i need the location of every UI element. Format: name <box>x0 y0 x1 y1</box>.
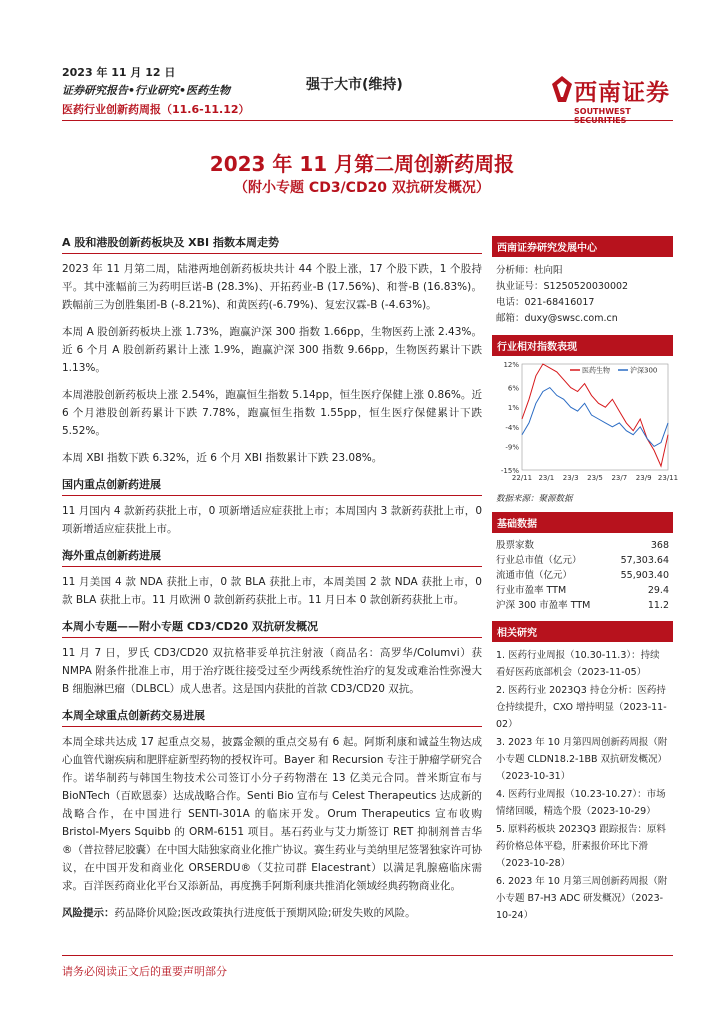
relative-index-chart <box>492 356 679 486</box>
paragraph: 本周港股创新药板块上涨 2.54%，跑赢恒生指数 5.14pp，恒生医疗保健上涨 0.86%。近 6 个月港股创新药累计下跌 7.78%，跑赢恒生指数 1.55pp，恒生医疗保健累计下跌 5.52%。 <box>62 389 482 437</box>
paragraph: 本周 XBI 指数下跌 6.32%，近 6 个月 XBI 指数累计下跌 23.08%。 <box>62 452 383 464</box>
section-deals <box>62 707 482 895</box>
x-tick-label: 23/3 <box>562 474 579 482</box>
chart-source: 数据来源：聚源数据 <box>496 494 573 504</box>
related-item[interactable]: 6. 2023 年 10 月第三周创新药周报（附小专题 B7-H3 ADC 研发概况）（2023-10-24） <box>496 876 668 921</box>
y-tick-label: 12% <box>503 361 519 369</box>
paragraph: 本周 A 股创新药板块上涨 1.73%，跑赢沪深 300 指数 1.66pp，生物医药上涨 2.43%。近 6 个月 A 股创新药累计上涨 1.9%，跑赢沪深 300 指数 9.66pp，生物医药累计下跌 1.13%。 <box>62 326 482 374</box>
report-date: 2023 年 11 月 12 日 <box>62 66 176 79</box>
basic-data-title: 基础数据 <box>492 512 673 533</box>
section-heading: 海外重点创新药进展 <box>62 547 482 567</box>
section-topic <box>62 618 482 698</box>
header-rule <box>62 120 673 121</box>
report-subtitle: （附小专题 CD3/CD20 双抗研发概况） <box>234 180 490 196</box>
basic-row <box>496 598 669 613</box>
basic-value: 368 <box>650 540 669 551</box>
series-line-pharma <box>522 364 668 466</box>
related-item[interactable]: 1. 医药行业周报（10.30-11.3）：持续看好医药底部机会（2023-11-05） <box>496 650 660 678</box>
related-item[interactable]: 2. 医药行业 2023Q3 持仓分析：医药持仓持续提升，CXO 增持明显（2023-11-02） <box>496 685 667 730</box>
footer-rule <box>62 955 673 956</box>
section-heading: 本周小专题——附小专题 CD3/CD20 双抗研发概况 <box>62 618 482 638</box>
rating: 强于大市(维持) <box>306 77 403 93</box>
analyst-info <box>492 257 673 335</box>
y-tick-label: -9% <box>505 443 519 452</box>
basic-key: 股票家数 <box>496 540 535 551</box>
related-item[interactable]: 5. 原料药板块 2023Q3 跟踪报告：原料药价格总体平稳，肝素报价环比下滑（2023-10-28） <box>496 824 666 869</box>
paragraph: 11 月美国 4 款 NDA 获批上市，0 款 BLA 获批上市，本周美国 2 款 NDA 获批上市，0 款 BLA 获批上市。11 月欧洲 0 款创新药获批上市。11 月日本 0 款创新药获批上市。 <box>62 576 482 606</box>
risk-text: 药品降价风险;医改政策执行进度低于预期风险;研发失败的风险。 <box>114 907 416 919</box>
paragraph: 11 月 7 日，罗氏 CD3/CD20 双抗格菲妥单抗注射液（商品名：高罗华/Columvi）获 NMPA 附条件批准上市，用于治疗既往接受过至少两线系统性治疗的复发或难治性弥漫大 B 细胞淋巴瘤（DLBCL）成人患者。这是国内获批的首款 CD3/CD20 双抗。 <box>62 647 482 695</box>
y-tick-label: 6% <box>507 384 519 393</box>
research-center-title: 西南证券研究发展中心 <box>492 236 673 257</box>
x-tick-label: 23/7 <box>611 474 628 482</box>
basic-data-table <box>492 533 673 621</box>
report-title: 2023 年 11 月第二周创新药周报 <box>209 152 515 176</box>
basic-key: 行业总市值（亿元） <box>496 555 582 566</box>
section-heading: 国内重点创新药进展 <box>62 476 482 496</box>
paragraph: 本周全球共达成 17 起重点交易，披露金额的重点交易有 6 起。阿斯利康和诚益生物达成心血管代谢疾病和肥胖症新型药物的授权许可。Bayer 和 Recursion 专注于肿瘤学研究合作。诺华制药与韩国生物技术公司签订小分子药物潜在 13 亿美元合同。普米斯宣布与 BioNTech（百欧恩泰）达成战略合作。Senti Bio 宣布与 Celest Therapeutics 达成新的战略合作，在中国进行 SENTI-301A 的临床开发。Orum Therapeutics 宣布收购 Bristol-Myers Squibb 的 ORM-6151 项目。基石药业与艾力斯签订 RET 抑制剂普吉华®（普拉替尼胶囊）在中国大陆独家商业化推广协议。赛生药业与美纳里尼签署独家许可协议，在中国开发和商业化 ORSERDU®（艾拉司群 Elacestrant）以满足乳腺癌临床需求。百洋医药商业化平台又添新品，再度携手阿斯利康共推消化领域经典药物商业化。 <box>62 736 482 892</box>
related-research-list <box>492 642 673 924</box>
y-tick-label: -15% <box>500 467 519 475</box>
basic-value: 55,903.40 <box>620 570 669 581</box>
legend-label: 沪深300 <box>630 366 658 375</box>
section-heading: A 股和港股创新药板块及 XBI 指数本周走势 <box>62 234 482 254</box>
analyst-name: 分析师：杜向阳 <box>496 265 563 276</box>
section-overseas <box>62 547 482 609</box>
risk-warning <box>62 904 482 922</box>
sidebar <box>492 236 679 925</box>
y-tick-label: -4% <box>505 423 519 432</box>
basic-key: 流通市值（亿元） <box>496 570 573 581</box>
chart-title: 行业相对指数表现 <box>492 335 673 356</box>
analyst-license: 执业证号：S1250520030002 <box>496 281 629 292</box>
basic-value: 29.4 <box>647 585 669 596</box>
logo-en: SOUTHWEST <box>574 107 631 116</box>
x-tick-label: 23/1 <box>538 474 555 482</box>
series-line-csi300 <box>522 388 668 447</box>
y-tick-label: 1% <box>507 404 519 413</box>
section-market <box>62 234 482 467</box>
basic-key: 行业市盈率 TTM <box>496 585 567 596</box>
x-tick-label: 23/9 <box>635 474 652 482</box>
analyst-phone: 电话：021-68416017 <box>496 297 595 308</box>
disclaimer-footer[interactable]: 请务必阅读正文后的重要声明部分 <box>62 965 227 978</box>
basic-row <box>496 538 669 553</box>
report-type: 证券研究报告•行业研究•医药生物 <box>62 84 231 97</box>
paragraph: 11 月国内 4 款新药获批上市，0 项新增适应症获批上市；本周国内 3 款新药获批上市，0 项新增适应症获批上市。 <box>62 505 482 535</box>
section-domestic <box>62 476 482 538</box>
weekly-name: 医药行业创新药周报（11.6-11.12） <box>62 103 250 116</box>
related-research-title: 相关研究 <box>492 621 673 642</box>
related-item[interactable]: 3. 2023 年 10 月第四周创新药周报（附小专题 CLDN18.2-1BB 双抗研发概况）（2023-10-31） <box>496 737 668 782</box>
basic-value: 11.2 <box>647 600 669 611</box>
main-column <box>62 234 482 931</box>
x-tick-label: 23/11 <box>657 474 679 482</box>
x-tick-label: 23/5 <box>587 474 603 482</box>
section-heading: 本周全球重点创新药交易进展 <box>62 707 482 727</box>
analyst-email: 邮箱：duxy@swsc.com.cn <box>496 313 618 324</box>
related-item[interactable]: 4. 医药行业周报（10.23-10.27）：市场情绪回暖，精选个股（2023-10-29） <box>496 789 666 817</box>
basic-row <box>496 583 669 598</box>
legend-label: 医药生物 <box>582 366 610 375</box>
risk-label: 风险提示： <box>62 907 115 919</box>
basic-value: 57,303.64 <box>620 555 669 566</box>
x-tick-label: 22/11 <box>511 474 533 482</box>
basic-key: 沪深 300 市盈率 TTM <box>496 600 591 611</box>
basic-row <box>496 553 669 568</box>
paragraph: 2023 年 11 月第二周，陆港两地创新药板块共计 44 个股上涨，17 个股下跌，1 个股持平。其中涨幅前三为药明巨诺-B (28.3%)、开拓药业-B (17.56%)、和誉-B (16.83%)。跌幅前三为创胜集团-B (-8.21%)、和黄医药(-6.79%)、复宏汉霖-B (-4.63%)。 <box>62 263 482 311</box>
logo-cn: 西南证券 <box>574 79 670 106</box>
company-logo <box>552 74 674 120</box>
basic-row <box>496 568 669 583</box>
logo-emblem-icon <box>552 76 572 102</box>
